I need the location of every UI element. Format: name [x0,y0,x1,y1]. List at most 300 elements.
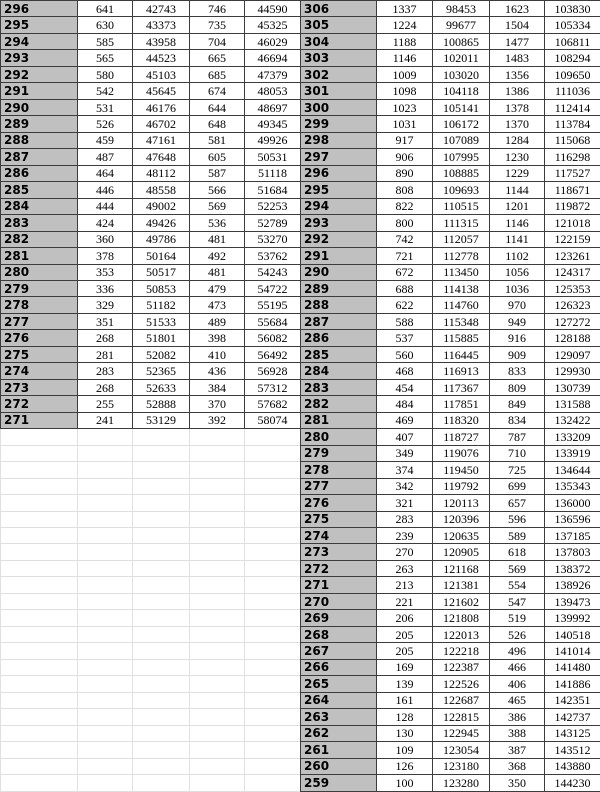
value-cell[interactable]: 536 [190,215,245,231]
empty-cell[interactable] [133,725,190,741]
value-cell[interactable]: 221 [377,593,433,609]
value-cell[interactable]: 120396 [433,511,490,527]
value-cell[interactable]: 110515 [433,198,490,214]
empty-cell[interactable] [133,577,190,593]
value-cell[interactable]: 107995 [433,149,490,165]
value-cell[interactable]: 349 [377,445,433,461]
value-cell[interactable]: 1036 [490,280,545,296]
value-cell[interactable]: 479 [190,280,245,296]
empty-cell[interactable] [133,593,190,609]
value-cell[interactable]: 111036 [545,83,600,99]
value-cell[interactable]: 47648 [133,149,190,165]
empty-cell[interactable] [190,495,245,511]
empty-cell[interactable] [245,511,301,527]
empty-cell[interactable] [78,643,133,659]
value-cell[interactable]: 136596 [545,511,600,527]
value-cell[interactable]: 141480 [545,659,600,675]
value-cell[interactable]: 42743 [133,1,190,17]
empty-cell[interactable] [1,659,78,675]
empty-cell[interactable] [1,462,78,478]
empty-cell[interactable] [245,577,301,593]
value-cell[interactable]: 665 [190,50,245,66]
value-cell[interactable]: 121018 [545,215,600,231]
score-cell[interactable]: 276 [1,330,78,346]
value-cell[interactable]: 142737 [545,709,600,725]
empty-cell[interactable] [190,511,245,527]
value-cell[interactable]: 120113 [433,495,490,511]
value-cell[interactable]: 342 [377,478,433,494]
value-cell[interactable]: 115068 [545,132,600,148]
empty-cell[interactable] [190,692,245,708]
value-cell[interactable]: 99677 [433,17,490,33]
empty-cell[interactable] [190,742,245,758]
value-cell[interactable]: 49002 [133,198,190,214]
value-cell[interactable]: 809 [490,379,545,395]
value-cell[interactable]: 906 [377,149,433,165]
score-cell[interactable]: 296 [1,1,78,17]
value-cell[interactable]: 55684 [245,313,301,329]
score-cell[interactable]: 305 [301,17,377,33]
score-cell[interactable]: 283 [301,379,377,395]
value-cell[interactable]: 281 [78,346,133,362]
empty-cell[interactable] [78,626,133,642]
value-cell[interactable]: 128 [377,709,433,725]
value-cell[interactable]: 53270 [245,231,301,247]
value-cell[interactable]: 132422 [545,412,600,428]
value-cell[interactable]: 51801 [133,330,190,346]
empty-cell[interactable] [78,659,133,675]
value-cell[interactable]: 103830 [545,1,600,17]
empty-cell[interactable] [133,445,190,461]
value-cell[interactable]: 618 [490,544,545,560]
value-cell[interactable]: 108294 [545,50,600,66]
value-cell[interactable]: 1146 [377,50,433,66]
value-cell[interactable]: 350 [490,775,545,791]
value-cell[interactable]: 120905 [433,544,490,560]
value-cell[interactable]: 949 [490,313,545,329]
empty-cell[interactable] [190,478,245,494]
value-cell[interactable]: 51182 [133,297,190,313]
empty-cell[interactable] [133,511,190,527]
value-cell[interactable]: 581 [190,132,245,148]
value-cell[interactable]: 57312 [245,379,301,395]
value-cell[interactable]: 710 [490,445,545,461]
value-cell[interactable]: 336 [78,280,133,296]
score-cell[interactable]: 286 [301,330,377,346]
value-cell[interactable]: 406 [490,676,545,692]
value-cell[interactable]: 122526 [433,676,490,692]
value-cell[interactable]: 1098 [377,83,433,99]
value-cell[interactable]: 126 [377,758,433,774]
value-cell[interactable]: 542 [78,83,133,99]
score-cell[interactable]: 291 [301,248,377,264]
value-cell[interactable]: 526 [78,116,133,132]
value-cell[interactable]: 1201 [490,198,545,214]
empty-cell[interactable] [1,495,78,511]
score-cell[interactable]: 272 [301,560,377,576]
value-cell[interactable]: 130 [377,725,433,741]
value-cell[interactable]: 489 [190,313,245,329]
score-cell[interactable]: 303 [301,50,377,66]
value-cell[interactable]: 398 [190,330,245,346]
value-cell[interactable]: 239 [377,528,433,544]
value-cell[interactable]: 890 [377,165,433,181]
empty-cell[interactable] [133,643,190,659]
value-cell[interactable]: 123261 [545,248,600,264]
value-cell[interactable]: 50164 [133,248,190,264]
empty-cell[interactable] [245,445,301,461]
value-cell[interactable]: 58074 [245,412,301,428]
empty-cell[interactable] [245,429,301,445]
value-cell[interactable]: 685 [190,66,245,82]
empty-cell[interactable] [78,610,133,626]
value-cell[interactable]: 1477 [490,33,545,49]
empty-cell[interactable] [1,709,78,725]
value-cell[interactable]: 52888 [133,396,190,412]
value-cell[interactable]: 136000 [545,495,600,511]
value-cell[interactable]: 106172 [433,116,490,132]
empty-cell[interactable] [133,429,190,445]
value-cell[interactable]: 103020 [433,66,490,82]
value-cell[interactable]: 121381 [433,577,490,593]
value-cell[interactable]: 134644 [545,462,600,478]
value-cell[interactable]: 122387 [433,659,490,675]
value-cell[interactable]: 46702 [133,116,190,132]
value-cell[interactable]: 469 [377,412,433,428]
empty-cell[interactable] [78,709,133,725]
score-cell[interactable]: 282 [301,396,377,412]
value-cell[interactable]: 206 [377,610,433,626]
value-cell[interactable]: 116445 [433,346,490,362]
value-cell[interactable]: 746 [190,1,245,17]
value-cell[interactable]: 916 [490,330,545,346]
score-cell[interactable]: 299 [301,116,377,132]
value-cell[interactable]: 52082 [133,346,190,362]
value-cell[interactable]: 118320 [433,412,490,428]
value-cell[interactable]: 822 [377,198,433,214]
score-cell[interactable]: 290 [1,99,78,115]
empty-cell[interactable] [190,528,245,544]
value-cell[interactable]: 48112 [133,165,190,181]
empty-cell[interactable] [245,495,301,511]
value-cell[interactable]: 465 [490,692,545,708]
score-cell[interactable]: 273 [301,544,377,560]
value-cell[interactable]: 44590 [245,1,301,17]
value-cell[interactable]: 119792 [433,478,490,494]
empty-cell[interactable] [245,659,301,675]
value-cell[interactable]: 648 [190,116,245,132]
value-cell[interactable]: 49345 [245,116,301,132]
value-cell[interactable]: 241 [78,412,133,428]
empty-cell[interactable] [1,445,78,461]
value-cell[interactable]: 138372 [545,560,600,576]
value-cell[interactable]: 424 [78,215,133,231]
empty-cell[interactable] [245,560,301,576]
value-cell[interactable]: 387 [490,742,545,758]
empty-cell[interactable] [1,478,78,494]
score-cell[interactable]: 265 [301,676,377,692]
value-cell[interactable]: 122687 [433,692,490,708]
value-cell[interactable]: 118727 [433,429,490,445]
value-cell[interactable]: 121168 [433,560,490,576]
value-cell[interactable]: 46176 [133,99,190,115]
empty-cell[interactable] [245,742,301,758]
value-cell[interactable]: 105141 [433,99,490,115]
value-cell[interactable]: 98453 [433,1,490,17]
value-cell[interactable]: 255 [78,396,133,412]
empty-cell[interactable] [78,676,133,692]
value-cell[interactable]: 580 [78,66,133,82]
empty-cell[interactable] [245,593,301,609]
value-cell[interactable]: 43958 [133,33,190,49]
value-cell[interactable]: 119872 [545,198,600,214]
score-cell[interactable]: 269 [301,610,377,626]
value-cell[interactable]: 117851 [433,396,490,412]
value-cell[interactable]: 688 [377,280,433,296]
score-cell[interactable]: 285 [1,182,78,198]
value-cell[interactable]: 1102 [490,248,545,264]
value-cell[interactable]: 48053 [245,83,301,99]
value-cell[interactable]: 117367 [433,379,490,395]
value-cell[interactable]: 368 [490,758,545,774]
value-cell[interactable]: 464 [78,165,133,181]
value-cell[interactable]: 554 [490,577,545,593]
value-cell[interactable]: 113784 [545,116,600,132]
value-cell[interactable]: 378 [78,248,133,264]
value-cell[interactable]: 569 [190,198,245,214]
empty-cell[interactable] [1,610,78,626]
empty-cell[interactable] [78,544,133,560]
value-cell[interactable]: 56492 [245,346,301,362]
score-cell[interactable]: 286 [1,165,78,181]
score-cell[interactable]: 271 [1,412,78,428]
value-cell[interactable]: 268 [78,330,133,346]
score-cell[interactable]: 278 [1,297,78,313]
value-cell[interactable]: 1146 [490,215,545,231]
empty-cell[interactable] [133,775,190,791]
value-cell[interactable]: 596 [490,511,545,527]
value-cell[interactable]: 384 [190,379,245,395]
score-cell[interactable]: 287 [1,149,78,165]
value-cell[interactable]: 130739 [545,379,600,395]
value-cell[interactable]: 52253 [245,198,301,214]
empty-cell[interactable] [78,478,133,494]
value-cell[interactable]: 1144 [490,182,545,198]
value-cell[interactable]: 121808 [433,610,490,626]
empty-cell[interactable] [245,462,301,478]
value-cell[interactable]: 122159 [545,231,600,247]
value-cell[interactable]: 122815 [433,709,490,725]
value-cell[interactable]: 123180 [433,758,490,774]
value-cell[interactable]: 283 [78,363,133,379]
value-cell[interactable]: 566 [190,182,245,198]
value-cell[interactable]: 138926 [545,577,600,593]
empty-cell[interactable] [133,659,190,675]
score-cell[interactable]: 301 [301,83,377,99]
value-cell[interactable]: 537 [377,330,433,346]
value-cell[interactable]: 392 [190,412,245,428]
score-cell[interactable]: 289 [301,280,377,296]
value-cell[interactable]: 109693 [433,182,490,198]
value-cell[interactable]: 386 [490,709,545,725]
empty-cell[interactable] [190,709,245,725]
value-cell[interactable]: 115348 [433,313,490,329]
value-cell[interactable]: 44523 [133,50,190,66]
value-cell[interactable]: 1370 [490,116,545,132]
value-cell[interactable]: 119076 [433,445,490,461]
value-cell[interactable]: 111315 [433,215,490,231]
value-cell[interactable]: 917 [377,132,433,148]
value-cell[interactable]: 51533 [133,313,190,329]
empty-cell[interactable] [245,676,301,692]
value-cell[interactable]: 585 [78,33,133,49]
value-cell[interactable]: 1378 [490,99,545,115]
value-cell[interactable]: 143125 [545,725,600,741]
value-cell[interactable]: 109 [377,742,433,758]
empty-cell[interactable] [78,775,133,791]
score-cell[interactable]: 288 [1,132,78,148]
value-cell[interactable]: 141886 [545,676,600,692]
value-cell[interactable]: 43373 [133,17,190,33]
empty-cell[interactable] [133,610,190,626]
empty-cell[interactable] [1,528,78,544]
empty-cell[interactable] [245,709,301,725]
empty-cell[interactable] [1,560,78,576]
value-cell[interactable]: 909 [490,346,545,362]
empty-cell[interactable] [245,626,301,642]
empty-cell[interactable] [245,725,301,741]
value-cell[interactable]: 565 [78,50,133,66]
value-cell[interactable]: 112778 [433,248,490,264]
value-cell[interactable]: 117527 [545,165,600,181]
score-cell[interactable]: 284 [301,363,377,379]
empty-cell[interactable] [133,758,190,774]
value-cell[interactable]: 52365 [133,363,190,379]
empty-cell[interactable] [1,544,78,560]
value-cell[interactable]: 270 [377,544,433,560]
value-cell[interactable]: 1056 [490,264,545,280]
score-cell[interactable]: 279 [1,280,78,296]
empty-cell[interactable] [133,495,190,511]
value-cell[interactable]: 106811 [545,33,600,49]
value-cell[interactable]: 674 [190,83,245,99]
empty-cell[interactable] [133,462,190,478]
value-cell[interactable]: 142351 [545,692,600,708]
value-cell[interactable]: 52789 [245,215,301,231]
value-cell[interactable]: 1284 [490,132,545,148]
empty-cell[interactable] [78,429,133,445]
score-cell[interactable]: 280 [1,264,78,280]
value-cell[interactable]: 1023 [377,99,433,115]
value-cell[interactable]: 1337 [377,1,433,17]
value-cell[interactable]: 100865 [433,33,490,49]
value-cell[interactable]: 105334 [545,17,600,33]
value-cell[interactable]: 46029 [245,33,301,49]
value-cell[interactable]: 630 [78,17,133,33]
score-cell[interactable]: 285 [301,346,377,362]
value-cell[interactable]: 1504 [490,17,545,33]
empty-cell[interactable] [190,643,245,659]
empty-cell[interactable] [1,643,78,659]
value-cell[interactable]: 725 [490,462,545,478]
score-cell[interactable]: 272 [1,396,78,412]
value-cell[interactable]: 143512 [545,742,600,758]
value-cell[interactable]: 370 [190,396,245,412]
value-cell[interactable]: 48697 [245,99,301,115]
value-cell[interactable]: 129930 [545,363,600,379]
score-cell[interactable]: 279 [301,445,377,461]
empty-cell[interactable] [190,676,245,692]
value-cell[interactable]: 444 [78,198,133,214]
score-cell[interactable]: 292 [301,231,377,247]
value-cell[interactable]: 125353 [545,280,600,296]
value-cell[interactable]: 52633 [133,379,190,395]
value-cell[interactable]: 115885 [433,330,490,346]
score-cell[interactable]: 293 [1,50,78,66]
empty-cell[interactable] [190,610,245,626]
value-cell[interactable]: 116298 [545,149,600,165]
score-cell[interactable]: 259 [301,775,377,791]
value-cell[interactable]: 137803 [545,544,600,560]
score-cell[interactable]: 304 [301,33,377,49]
value-cell[interactable]: 45103 [133,66,190,82]
score-cell[interactable]: 274 [301,528,377,544]
score-cell[interactable]: 275 [1,346,78,362]
score-cell[interactable]: 277 [1,313,78,329]
value-cell[interactable]: 388 [490,725,545,741]
empty-cell[interactable] [133,742,190,758]
value-cell[interactable]: 131588 [545,396,600,412]
value-cell[interactable]: 45645 [133,83,190,99]
empty-cell[interactable] [133,528,190,544]
value-cell[interactable]: 481 [190,231,245,247]
value-cell[interactable]: 560 [377,346,433,362]
value-cell[interactable]: 53129 [133,412,190,428]
value-cell[interactable]: 139 [377,676,433,692]
score-cell[interactable]: 287 [301,313,377,329]
empty-cell[interactable] [78,725,133,741]
value-cell[interactable]: 970 [490,297,545,313]
empty-cell[interactable] [245,692,301,708]
empty-cell[interactable] [190,462,245,478]
value-cell[interactable]: 47161 [133,132,190,148]
value-cell[interactable]: 454 [377,379,433,395]
empty-cell[interactable] [133,478,190,494]
value-cell[interactable]: 263 [377,560,433,576]
value-cell[interactable]: 114760 [433,297,490,313]
value-cell[interactable]: 139992 [545,610,600,626]
score-cell[interactable]: 298 [301,132,377,148]
value-cell[interactable]: 1386 [490,83,545,99]
value-cell[interactable]: 808 [377,182,433,198]
value-cell[interactable]: 321 [377,495,433,511]
score-cell[interactable]: 271 [301,577,377,593]
value-cell[interactable]: 484 [377,396,433,412]
empty-cell[interactable] [1,429,78,445]
score-cell[interactable]: 297 [301,149,377,165]
value-cell[interactable]: 1224 [377,17,433,33]
value-cell[interactable]: 459 [78,132,133,148]
value-cell[interactable]: 50531 [245,149,301,165]
score-cell[interactable]: 273 [1,379,78,395]
score-cell[interactable]: 261 [301,742,377,758]
value-cell[interactable]: 107089 [433,132,490,148]
value-cell[interactable]: 519 [490,610,545,626]
empty-cell[interactable] [190,560,245,576]
value-cell[interactable]: 135343 [545,478,600,494]
value-cell[interactable]: 407 [377,429,433,445]
value-cell[interactable]: 353 [78,264,133,280]
